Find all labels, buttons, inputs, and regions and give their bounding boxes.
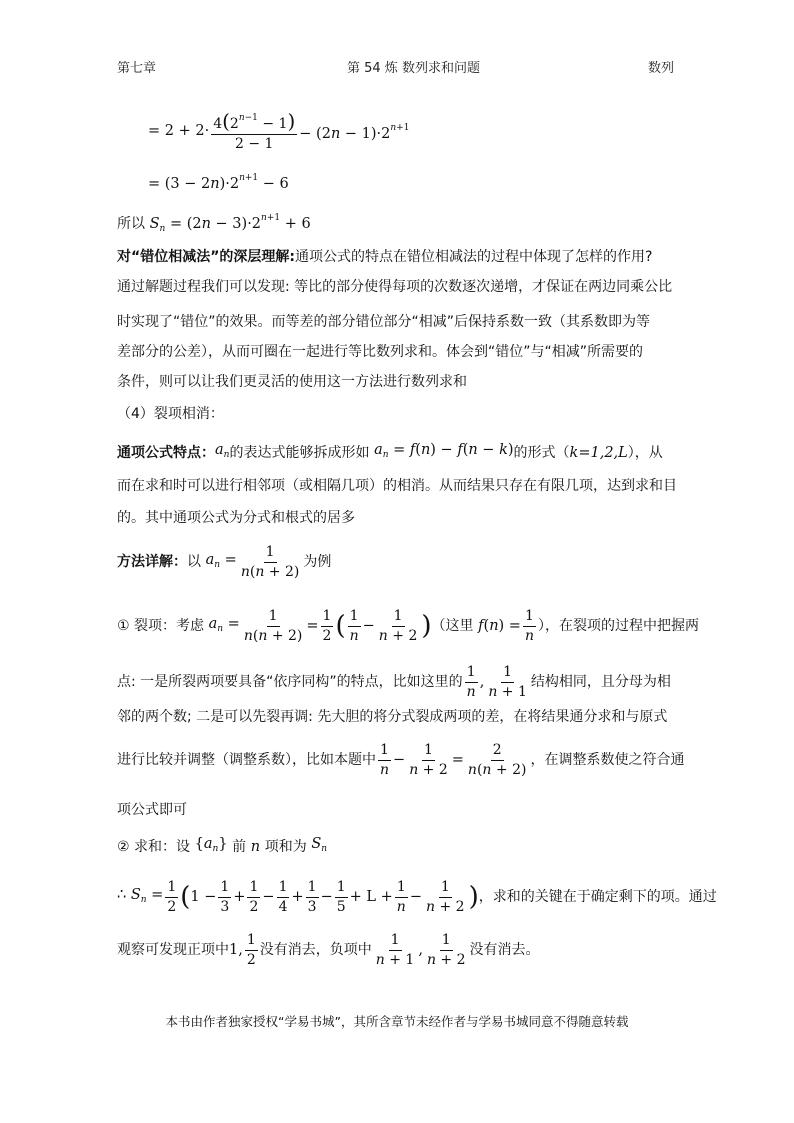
step-1-line-2: 点: 一是所裂两项要具备“依序同构”的特点，比如这里的 $\frac{1}{n}$ , $\frac{1}{n + 1}$ 结构相同，且分母为相 xyxy=(117,663,671,700)
sum-text: ，求和的关键在于确定剩下的项。通过 xyxy=(478,889,717,905)
deep-question: 通项公式的特点在错位相减法的过程中体现了怎样的作用? xyxy=(295,249,653,265)
method-detail-line: 方法详解： 以 $a_n$ = $\frac{1}{n(n + 2)}$ 为例 xyxy=(117,543,332,580)
step-1-text: 结构相同，且分母为相 xyxy=(530,674,671,690)
step-1-text: ，在调整系数使之符合通 xyxy=(530,752,685,768)
method-title: 方法详解： xyxy=(117,554,187,570)
step-2-line: ② 求和：设 $\{a_n\}$ 前 n 项和为 $S_n$ xyxy=(117,836,328,855)
deep-understanding-heading xyxy=(117,247,652,267)
equation-step-2: = $(3 - 2n)\cdot 2^{n+1} - 6$ xyxy=(148,173,289,192)
k-values: k=1,2,L xyxy=(569,444,628,461)
conclusion-line: 所以 $S_n = (2n - 3)\cdot 2^{n+1} + 6$ xyxy=(117,213,311,234)
step-2-text: 项和为 xyxy=(264,838,307,855)
paragraph-line: 项公式即可 xyxy=(117,802,187,818)
observation-line: 观察可发现正项中 1, $\frac{1}{2}$ 没有消去，负项中 $\frac{1}{n + 1}$ , $\frac{1}{n + 2}$ 没有消去。 xyxy=(117,931,540,968)
paragraph-line: 时实现了“错位”的效果。而等差的部分错位部分“相减”后保持系数一致（其系数即为等 xyxy=(117,314,651,330)
observation-text: 没有消去，负项中 xyxy=(259,942,372,958)
step-1-line: ① 裂项：考虑 $a_n$ = $\frac{1}{n(n + 2)}$ = $\frac{1}{2}$ ( $\frac{1}{n}$ − $\frac{1}{n + 2}$ ) （这里 f(n) = $\frac{1}{n}$ ），在裂项的过程中把握两 xyxy=(117,607,699,644)
equation-step-1: = 2 + 2· $\frac{4(2^{n-1} - 1)}{2 - 1}$ − $(2n - 1)\cdot 2^{n+1}$ xyxy=(148,108,410,152)
observation-text: 观察可发现正项中 xyxy=(117,942,229,958)
step-1-label: ① 裂项：考虑 xyxy=(117,618,205,634)
method-text: 为例 xyxy=(303,554,332,570)
paragraph-line: 差部分的公差），从而可圈在一起进行等比数列求和。体会到“错位”与“相减”所需要的 xyxy=(117,344,644,360)
paragraph-line: 邻的两个数; 二是可以先裂再调: 先大胆的将分式裂成两项的差，在将结果通分求和与原式 xyxy=(117,709,668,725)
item-4-heading: （4）裂项相消： xyxy=(117,406,224,422)
so-label: 所以 xyxy=(117,215,145,232)
deep-title: 对“错位相减法”的深层理解: xyxy=(117,249,296,265)
step-1-line-4: 进行比较并调整（调整系数），比如本题中 $\frac{1}{n}$ − $\frac{1}{n + 2}$ = $\frac{2}{n(n + 2)}$ ，在调整系数使之符合通 xyxy=(117,741,685,778)
chapter-label: 第七章 xyxy=(117,61,157,76)
term-feature-line: 通项公式特点： $a_n$ 的表达式能够拆成形如 $a_n = f(n) - f(n - k)$ 的形式（ k=1,2,L ），从 xyxy=(117,442,663,461)
paragraph-line: 条件，则可以让我们更灵活的使用这一方法进行数列求和 xyxy=(117,374,467,390)
paragraph-line: 的。其中通项公式为分式和根式的居多 xyxy=(117,510,355,526)
term-feature-text: 的形式（ xyxy=(513,444,570,461)
term-feature-title: 通项公式特点： xyxy=(117,444,215,461)
step-1-text: ），在裂项的过程中把握两 xyxy=(537,618,699,634)
method-text: 以 xyxy=(187,554,201,570)
step-2-text: 前 xyxy=(232,838,247,855)
term-feature-text: 的表达式能够拆成形如 xyxy=(229,444,370,461)
observation-text: 没有消去。 xyxy=(469,942,540,958)
term-feature-text: ），从 xyxy=(627,444,663,461)
topic-label: 数列 xyxy=(648,61,675,76)
section-title: 第 54 炼 数列求和问题 xyxy=(347,61,480,76)
step-1-text: 进行比较并调整（调整系数），比如本题中 xyxy=(117,752,376,768)
step-1-text: （这里 xyxy=(431,618,474,634)
paragraph-line: 而在求和时可以进行相邻项（或相隔几项）的相消。从而结果只存在有限几项，达到求和目 xyxy=(117,478,677,494)
paragraph-line: 通过解题过程我们可以发现: 等比的部分使得每项的次数逐次递增，才保证在两边同乘公比 xyxy=(117,279,673,295)
step-2-label: ② 求和：设 xyxy=(117,838,191,855)
sum-expression-line: ∴ $S_n$ = $\frac{1}{2}$ ( 1 − $\frac{1}{3}$ + $\frac{1}{2}$ − $\frac{1}{4}$ + $\frac{1}{3}$ − $\frac{1}{5}$ + L + $\frac{1}{n}$ − $\frac{1}{n + 2}$ ) ，求和的关键在于确定剩下的项。通过 xyxy=(117,878,717,915)
copyright-footer: 本书由作者独家授权“学易书城”，其所含章节未经作者与学易书城同意不得随意转载 xyxy=(165,1014,629,1029)
step-1-text: 点: 一是所裂两项要具备“依序同构”的特点，比如这里的 xyxy=(117,674,463,690)
